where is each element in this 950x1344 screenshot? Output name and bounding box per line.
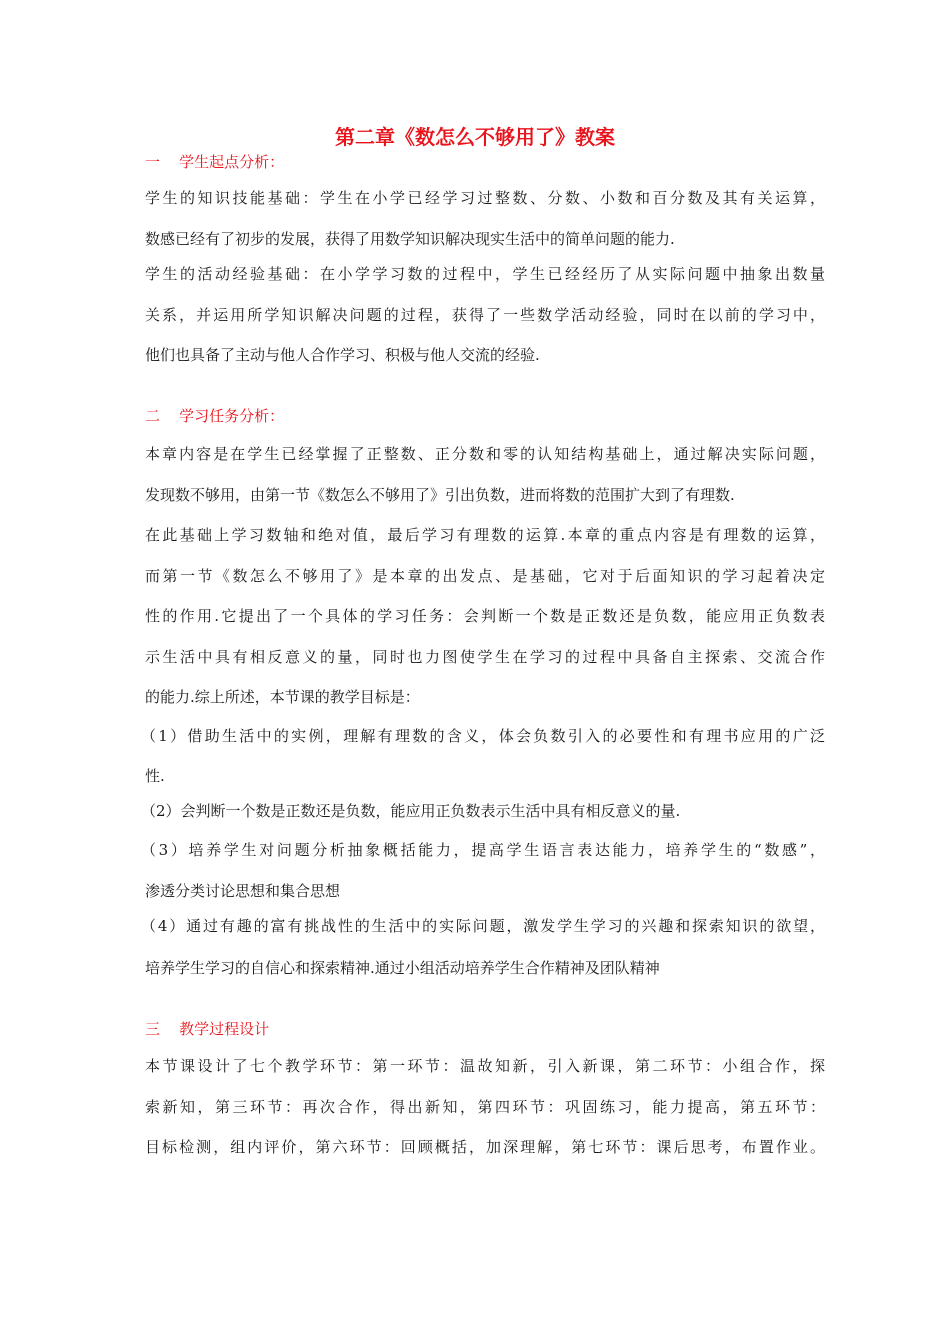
- paragraph-line: 的能力.综上所述，本节课的教学目标是：: [145, 688, 420, 706]
- objective-item-2: （2）会判断一个数是正数还是负数，能应用正负数表示生活中具有相反意义的量.: [141, 802, 681, 820]
- paragraph-line: 培养学生学习的自信心和探索精神.通过小组活动培养学生合作精神及团队精神: [145, 959, 660, 977]
- section-heading-task-analysis: 二 学习任务分析：: [145, 407, 285, 425]
- section-heading-process-design: 三 教学过程设计: [145, 1020, 270, 1038]
- paragraph-line: 而第一节《数怎么不够用了》是本章的出发点、是基础，它对于后面知识的学习起着决定: [145, 567, 825, 585]
- paragraph-line: 关系，并运用所学知识解决问题的过程，获得了一些数学活动经验，同时在以前的学习中，: [145, 306, 825, 324]
- paragraph-line: 目标检测，组内评价，第六环节：回顾概括，加深理解，第七环节：课后思考，布置作业。: [145, 1138, 825, 1156]
- paragraph-line: 数感已经有了初步的发展，获得了用数学知识解决现实生活中的简单问题的能力.: [145, 230, 675, 248]
- objective-item-4: （4）通过有趣的富有挑战性的生活中的实际问题，激发学生学习的兴趣和探索知识的欲望，: [141, 917, 825, 935]
- paragraph-line: 他们也具备了主动与他人合作学习、积极与他人交流的经验.: [145, 346, 540, 364]
- paragraph-line: 本章内容是在学生已经掌握了正整数、正分数和零的认知结构基础上，通过解决实际问题，: [145, 445, 825, 463]
- paragraph-line: 性的作用.它提出了一个具体的学习任务：会判断一个数是正数还是负数，能应用正负数表: [145, 607, 825, 625]
- section-heading-student-analysis: 一 学生起点分析：: [145, 153, 285, 171]
- paragraph-line: 在此基础上学习数轴和绝对值，最后学习有理数的运算.本章的重点内容是有理数的运算，: [145, 526, 825, 544]
- objective-item-3: （3）培养学生对问题分析抽象概括能力，提高学生语言表达能力，培养学生的“数感”，: [141, 841, 825, 859]
- paragraph-line: 性.: [145, 767, 165, 785]
- paragraph-line: 学生的知识技能基础：学生在小学已经学习过整数、分数、小数和百分数及其有关运算，: [145, 189, 825, 207]
- objective-item-1: （1）借助生活中的实例，理解有理数的含义，体会负数引入的必要性和有理书应用的广泛: [141, 727, 825, 745]
- paragraph-line: 渗透分类讨论思想和集合思想: [145, 882, 341, 900]
- paragraph-line: 本节课设计了七个教学环节：第一环节：温故知新，引入新课，第二环节：小组合作，探: [145, 1057, 825, 1075]
- paragraph-line: 示生活中具有相反意义的量，同时也力图使学生在学习的过程中具备自主探索、交流合作: [145, 648, 825, 666]
- document-title: 第二章《数怎么不够用了》教案: [335, 125, 615, 149]
- paragraph-line: 索新知，第三环节：再次合作，得出新知，第四环节：巩固练习，能力提高，第五环节：: [145, 1098, 825, 1116]
- paragraph-line: 发现数不够用，由第一节《数怎么不够用了》引出负数，进而将数的范围扩大到了有理数.: [145, 486, 735, 504]
- paragraph-line: 学生的活动经验基础：在小学学习数的过程中，学生已经经历了从实际问题中抽象出数量: [145, 265, 825, 283]
